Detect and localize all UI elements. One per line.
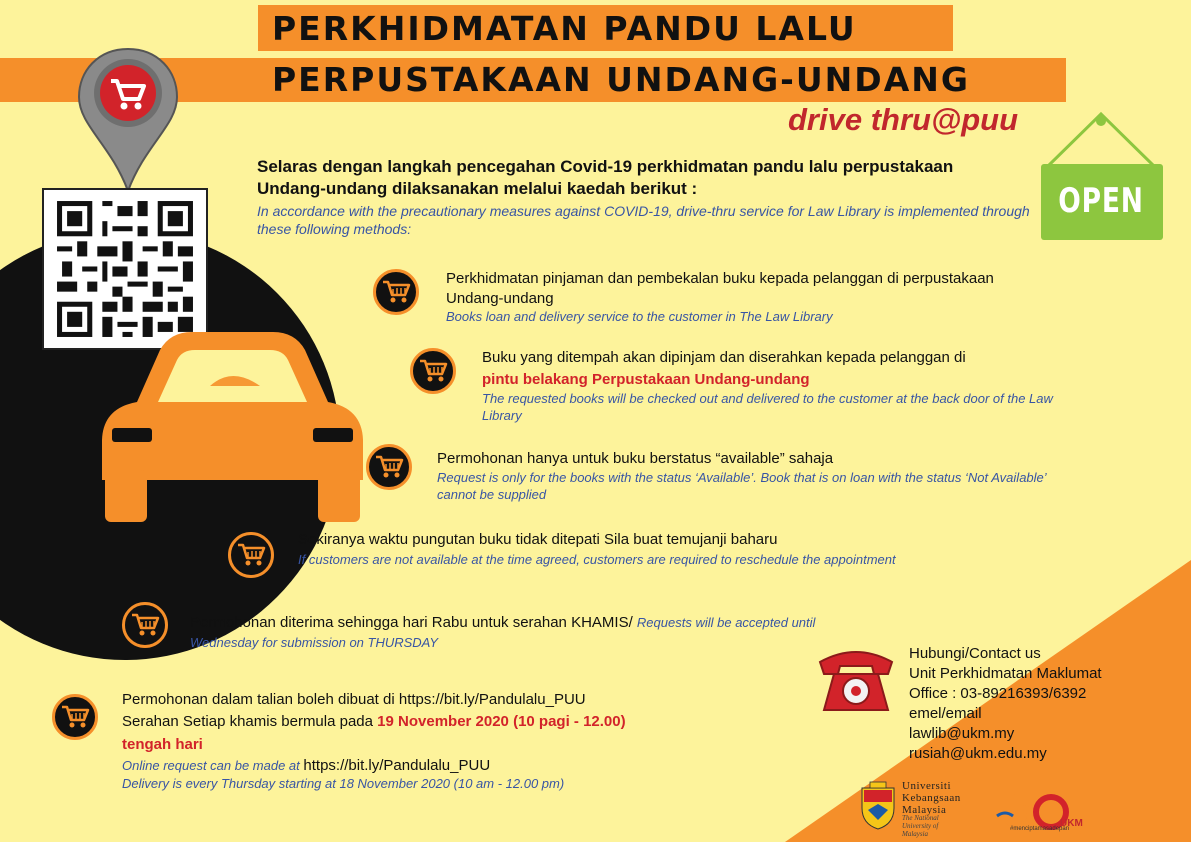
- contact-email-label: emel/email: [909, 705, 982, 722]
- ukm-crest-logo: [858, 780, 898, 830]
- open-sign-label: OPEN: [1058, 181, 1144, 221]
- page-title-line-1: PERKHIDMATAN PANDU LALU: [272, 9, 857, 48]
- item-5-english: Requests will be accepted until Wednesday for submission on THURSDAY: [190, 615, 816, 650]
- intro-text-malay: Selaras dengan langkah pencegahan Covid-19 perkhidmatan pandu lalu perpustakaan Undang-undang dilaksanakan melalui kaedah berikut :: [257, 157, 954, 198]
- item-6-delivery-time-suffix: tengah hari: [122, 736, 203, 753]
- item-6-english-delivery: Delivery is every Thursday starting at 18 November 2020 (10 am - 12.00 pm): [122, 776, 565, 791]
- cart-icon: [52, 694, 98, 740]
- telephone-icon: [814, 644, 898, 716]
- item-5-text: [190, 613, 850, 653]
- intro-text-english: In accordance with the precautionary measures against COVID-19, drive-thru service for Law Library is implemented through these following methods:: [257, 203, 1030, 237]
- tagline: drive thru@puu: [788, 102, 1019, 137]
- item-6-online-request: Permohonan dalam talian boleh dibuat di https://bit.ly/Pandulalu_PUU: [122, 691, 586, 708]
- location-pin-icon: [73, 45, 183, 195]
- item-6-request-link[interactable]: https://bit.ly/Pandulalu_PUU: [303, 757, 491, 774]
- item-3-malay: Permohonan hanya untuk buku berstatus “available” sahaja: [437, 450, 834, 467]
- ukm-subtitle: The National University of Malaysia: [902, 814, 939, 838]
- ukm-50-label: UKM: [1060, 818, 1083, 829]
- item-3-english: Request is only for the books with the status ‘Available’. Book that is on loan with the status ‘Not Available’ cannot be supplied: [437, 470, 1046, 502]
- item-2-english: The requested books will be checked out and delivered to the customer at the back door of the Law Library: [482, 391, 1053, 423]
- item-6-english-prefix: Online request can be made at: [122, 758, 304, 773]
- qr-code-frame[interactable]: [42, 188, 208, 350]
- item-6-delivery-date: 19 November 2020 (10 pagi - 12.00): [377, 713, 626, 730]
- ukm-name-line-2: Kebangsaan: [902, 792, 961, 804]
- contact-unit: Unit Perkhidmatan Maklumat: [909, 665, 1102, 682]
- item-6-delivery-schedule: [122, 712, 762, 732]
- cart-icon: [366, 444, 412, 490]
- item-2-malay-highlight: pintu belakang Perpustakaan Undang-undang: [482, 371, 810, 388]
- contact-office-phone[interactable]: Office : 03-89216393/6392: [909, 685, 1087, 702]
- qr-code-icon: [52, 196, 198, 342]
- item-6-delivery-prefix: Serahan Setiap khamis bermula pada: [122, 713, 378, 730]
- cart-icon: [410, 348, 456, 394]
- ukm-50-hashtag: #menciptamasadepan: [1010, 826, 1070, 832]
- item-2-malay: Buku yang ditempah akan dipinjam dan diserahkan kepada pelanggan di: [482, 349, 966, 366]
- contact-email-1[interactable]: lawlib@ukm.my: [909, 725, 1015, 742]
- contact-block: [909, 644, 1179, 764]
- page-title-line-2: PERPUSTAKAAN UNDANG-UNDANG: [272, 60, 970, 99]
- item-4-english: If customers are not available at the time agreed, customers are required to reschedule the appointment: [298, 552, 896, 567]
- item-5-malay: Permohonan diterima sehingga hari Rabu untuk serahan KHAMIS/: [190, 614, 633, 631]
- item-1-malay: Perkhidmatan pinjaman dan pembekalan buku kepada pelanggan di perpustakaan Undang-undang: [446, 270, 994, 307]
- item-4-malay: Sekiranya waktu pungutan buku tidak ditepati Sila buat temujanji baharu: [298, 531, 778, 548]
- contact-heading: Hubungi/Contact us: [909, 645, 1041, 662]
- contact-email-2[interactable]: rusiah@ukm.edu.my: [909, 745, 1047, 762]
- item-1-english: Books loan and delivery service to the customer in The Law Library: [446, 309, 833, 324]
- cart-icon: [373, 269, 419, 315]
- ukm-name-logo: [902, 780, 961, 816]
- ukm-name-line-1: Universiti: [902, 780, 951, 792]
- cart-icon: [122, 602, 168, 648]
- item-6-english-online: [122, 757, 762, 774]
- cart-icon: [228, 532, 274, 578]
- car-icon: [100, 330, 365, 525]
- ukm-name-line-3: Malaysia: [902, 804, 947, 816]
